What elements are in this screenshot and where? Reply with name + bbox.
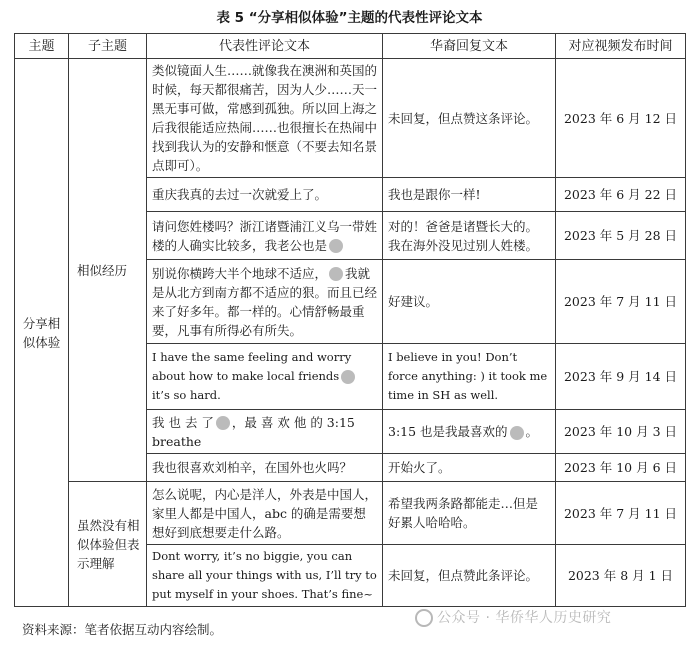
date-cell: 2023 年 6 月 12 日 (556, 59, 686, 178)
reply-text: 3:15 也是我最喜欢的 (388, 424, 508, 439)
table-row (15, 482, 686, 545)
header-subtopic: 子主题 (69, 34, 147, 59)
emoji-icon (510, 426, 524, 440)
comment-text-tail: 我就是从北方到南方都不适应的狠。而且已经来了好多年。都一样的。心情舒畅最重要，凡事有所得必有所失。 (152, 265, 378, 338)
date-cell: 2023 年 7 月 11 日 (556, 482, 686, 545)
reply-cell: 好建议。 (383, 260, 556, 344)
reply-text-tail: 。 (525, 424, 539, 439)
source-note: 资料来源：笔者依据互动内容绘制。 (22, 622, 223, 637)
subtopic-cell: 虽然没有相似体验但表示理解 (69, 482, 147, 607)
comment-cell (147, 344, 383, 410)
emoji-icon (329, 267, 343, 281)
reply-cell: 对的！爸爸是诸暨长大的。我在海外没见过别人姓楼。 (383, 212, 556, 260)
comment-cell: 类似镜面人生……就像我在澳洲和英国的时候，每天都很痛苦，因为人少……天一黑无事可做，常感到孤独。所以回上海之后我很能适应热闹……也很擅长在热闹中找到我认为的安静和惬意（不要去知名景点即可）。 (147, 59, 383, 178)
date-cell: 2023 年 10 月 3 日 (556, 410, 686, 454)
comment-cell: 我也很喜欢刘柏辛，在国外也火吗？ (147, 454, 383, 482)
comment-text: 请问您姓楼吗？浙江诸暨浦江义乌一带姓楼的人确实比较多，我老公也是 (152, 218, 378, 253)
comment-cell: 重庆我真的去过一次就爱上了。 (147, 178, 383, 212)
comment-cell: Dont worry, it’s no biggie, you can share all your things with us, I’ll try to put myself in your shoes. That’s fine~ (147, 545, 383, 607)
date-cell: 2023 年 8 月 1 日 (556, 545, 686, 607)
comments-table (14, 33, 686, 607)
comment-cell (147, 410, 383, 454)
comment-cell (147, 260, 383, 344)
date-cell: 2023 年 9 月 14 日 (556, 344, 686, 410)
emoji-icon (216, 416, 230, 430)
header-date: 对应视频发布时间 (556, 34, 686, 59)
header-topic: 主题 (15, 34, 69, 59)
date-cell: 2023 年 5 月 28 日 (556, 212, 686, 260)
reply-cell: 开始火了。 (383, 454, 556, 482)
comment-text-tail: ，最 喜 欢 他 的 3:15 breathe (152, 414, 355, 449)
date-cell: 2023 年 7 月 11 日 (556, 260, 686, 344)
reply-cell: 未回复，但点赞此条评论。 (383, 545, 556, 607)
watermark-text: 公众号 · 华侨华人历史研究 (437, 610, 612, 626)
table-row (15, 59, 686, 178)
reply-cell: 我也是跟你一样! (383, 178, 556, 212)
header-row (15, 34, 686, 59)
table-caption: 表 5 “分享相似体验”主题的代表性评论文本 (216, 10, 483, 26)
comment-text: 我 也 去 了 (152, 414, 214, 430)
comment-text: I have the same feeling and worry about how to make local friends (152, 350, 352, 383)
date-cell: 2023 年 6 月 22 日 (556, 178, 686, 212)
comment-cell: 怎么说呢，内心是洋人，外表是中国人，家里人都是中国人，abc 的确是需要想想好到底想要走什么路。 (147, 482, 383, 545)
reply-cell: 希望我两条路都能走…但是好累人哈哈哈。 (383, 482, 556, 545)
reply-cell: I believe in you! Don’t force anything: ) it took me time in SH as well. (383, 344, 556, 410)
date-cell: 2023 年 10 月 6 日 (556, 454, 686, 482)
wechat-icon (415, 609, 433, 627)
emoji-icon (329, 239, 343, 253)
emoji-icon (341, 370, 355, 384)
header-comment: 代表性评论文本 (147, 34, 383, 59)
header-reply: 华裔回复文本 (383, 34, 556, 59)
reply-cell (383, 410, 556, 454)
topic-cell: 分享相似体验 (15, 59, 69, 607)
comment-text-tail: it’s so hard. (152, 388, 221, 402)
watermark (415, 607, 611, 627)
subtopic-cell: 相似经历 (69, 59, 147, 482)
reply-cell: 未回复，但点赞这条评论。 (383, 59, 556, 178)
comment-text: 别说你横跨大半个地球不适应， (152, 265, 328, 281)
comment-cell (147, 212, 383, 260)
